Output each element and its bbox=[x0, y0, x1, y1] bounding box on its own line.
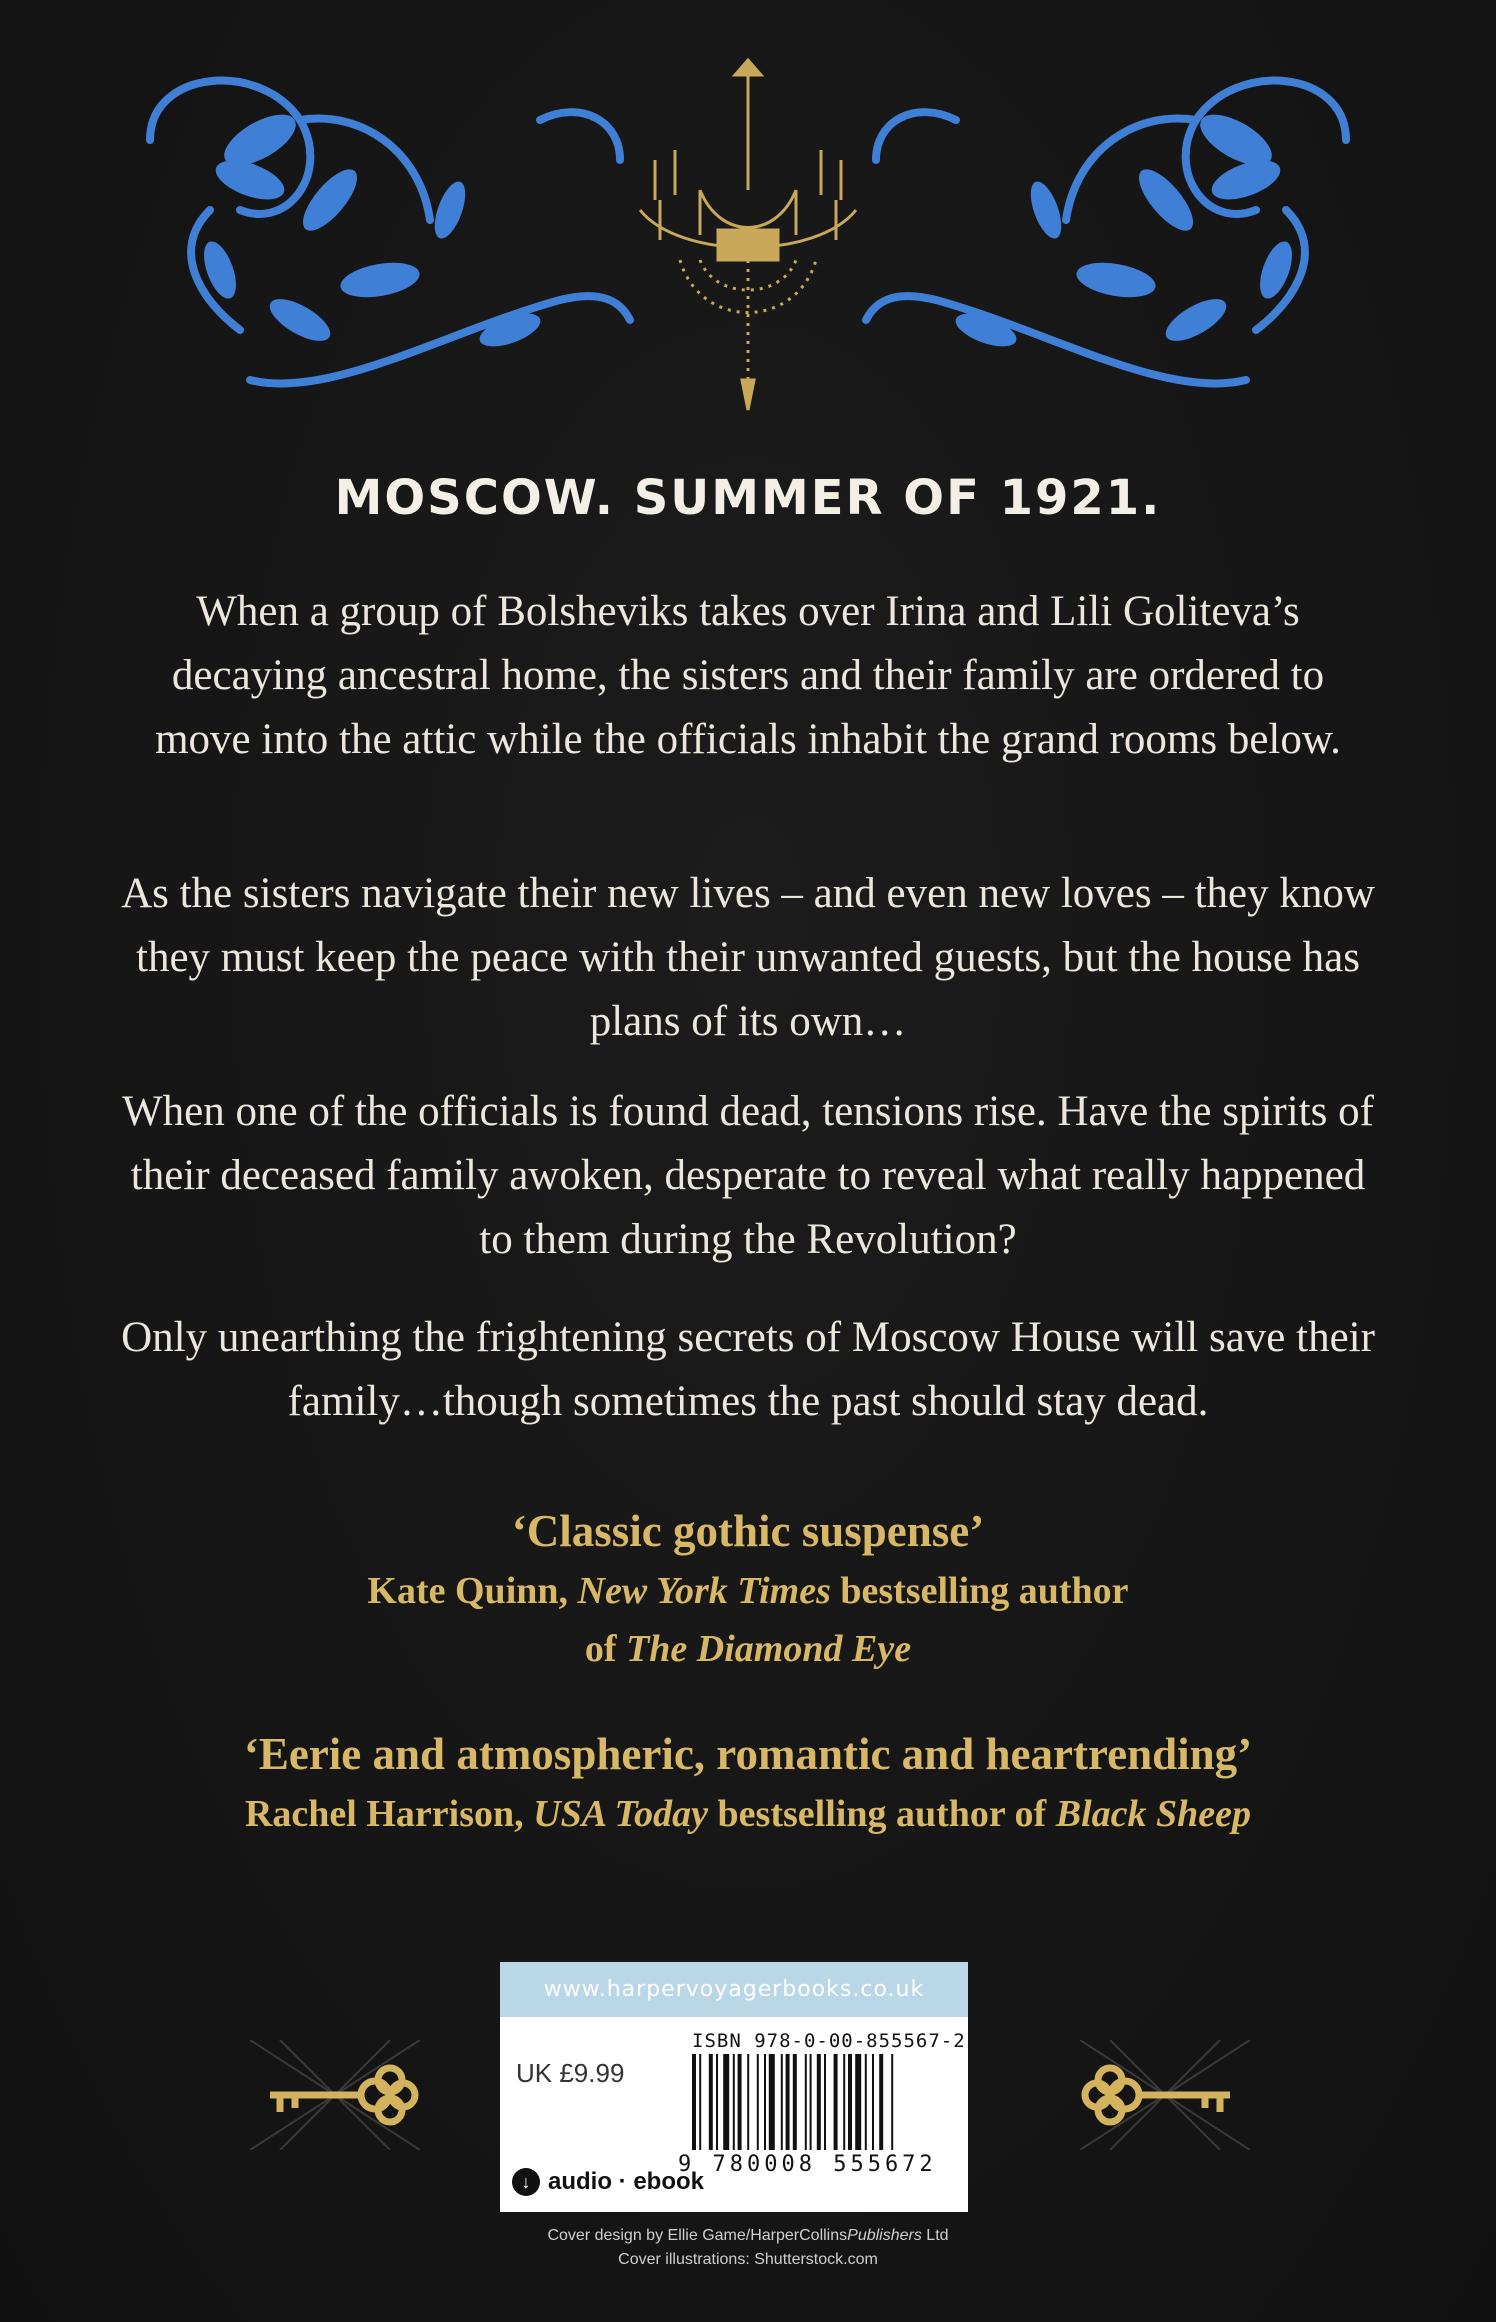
barcode-bar bbox=[709, 2054, 713, 2150]
barcode-bar bbox=[810, 2054, 812, 2150]
formats-label: audio · ebook bbox=[548, 2168, 704, 2195]
quote-publication: USA Today bbox=[533, 1793, 709, 1835]
quote-author: Rachel Harrison, bbox=[244, 1793, 524, 1835]
barcode-bar bbox=[757, 2054, 759, 2150]
quote-author-desc: bestselling author of bbox=[717, 1793, 1047, 1835]
quote-book-title: Black Sheep bbox=[1055, 1793, 1251, 1835]
key-icon bbox=[1070, 2040, 1260, 2150]
barcode-bar bbox=[723, 2054, 729, 2150]
review-quote bbox=[0, 1723, 1496, 1843]
credit-suffix: Ltd bbox=[921, 2227, 949, 2244]
quote-publication: New York Times bbox=[577, 1570, 831, 1612]
barcode-bar bbox=[769, 2054, 775, 2150]
download-icon: ↓ bbox=[512, 2168, 540, 2196]
quote-attribution bbox=[0, 1562, 1496, 1620]
barcode-bar bbox=[716, 2054, 718, 2150]
barcode-bar bbox=[865, 2054, 867, 2150]
barcode-bar bbox=[699, 2054, 701, 2150]
barcode-bar bbox=[855, 2054, 861, 2150]
quote-author: Kate Quinn, bbox=[367, 1570, 569, 1612]
barcode-bar bbox=[764, 2054, 766, 2150]
blurb-paragraph: When a group of Bolsheviks takes over Irina and Lili Goliteva’s decaying ancestral home, the sisters and their family are ordered to move into the attic while the officials inhabit the grand rooms below. bbox=[155, 588, 1341, 763]
barcode-digits: 9 780008 555672 bbox=[678, 2152, 937, 2177]
barcode-bar bbox=[848, 2054, 852, 2150]
quote-author-desc: bestselling author bbox=[840, 1570, 1129, 1612]
quote-attribution-book bbox=[0, 1620, 1496, 1678]
key-icon bbox=[240, 2040, 430, 2150]
blurb-paragraph: As the sisters navigate their new lives – and even new loves – they know they must keep the peace with their unwanted guests, but the house has plans of its own… bbox=[121, 870, 1375, 1045]
cover-illustration-credit: Cover illustrations: Shutterstock.com bbox=[618, 2251, 878, 2268]
flourish-ornament bbox=[0, 0, 1496, 470]
barcode-bar bbox=[733, 2054, 735, 2150]
headline: MOSCOW. SUMMER OF 1921. bbox=[334, 470, 1162, 526]
barcode-bar bbox=[843, 2054, 845, 2150]
isbn-label: ISBN 978-0-00-855567-2 bbox=[692, 2030, 966, 2052]
barcode-bar bbox=[805, 2054, 807, 2150]
blurb-paragraph: Only unearthing the frightening secrets of Moscow House will save their family…though sometimes the past should stay dead. bbox=[121, 1314, 1375, 1425]
barcode-bar bbox=[793, 2054, 797, 2150]
blurb-paragraph: When one of the officials is found dead, tensions rise. Have the spirits of their deceased family awoken, desperate to reveal what really happened to them during the Revolution? bbox=[122, 1088, 1374, 1263]
barcode-panel bbox=[500, 1962, 968, 2212]
quote-text: ‘Classic gothic suspense’ bbox=[511, 1506, 985, 1556]
barcode-bar bbox=[834, 2054, 838, 2150]
publisher-url: www.harpervoyagerbooks.co.uk bbox=[500, 1962, 968, 2017]
review-quote bbox=[0, 1500, 1496, 1678]
barcode-bar bbox=[747, 2054, 749, 2150]
formats-available bbox=[512, 2168, 704, 2196]
barcode-bar bbox=[817, 2054, 821, 2150]
cover-design-credit bbox=[0, 2227, 1496, 2245]
barcode-bar bbox=[824, 2054, 826, 2150]
quote-text: ‘Eerie and atmospheric, romantic and heartrending’ bbox=[243, 1729, 1253, 1779]
price-label: UK £9.99 bbox=[516, 2058, 625, 2088]
chandelier-icon bbox=[640, 60, 856, 410]
credit-publisher-italic: Publishers bbox=[847, 2227, 922, 2244]
barcode-icon bbox=[690, 2054, 952, 2150]
barcode-bar bbox=[786, 2054, 790, 2150]
barcode-bar bbox=[891, 2054, 893, 2150]
barcode-bar bbox=[872, 2054, 874, 2150]
quote-attribution bbox=[0, 1785, 1496, 1843]
credit-text: Cover design by Ellie Game/HarperCollins bbox=[547, 2227, 848, 2244]
quote-of: of bbox=[584, 1628, 617, 1670]
left-flourish-icon bbox=[150, 81, 630, 384]
barcode-bar bbox=[781, 2054, 783, 2150]
quote-book-title: The Diamond Eye bbox=[626, 1628, 912, 1670]
barcode-bar bbox=[692, 2054, 696, 2150]
barcode-bar bbox=[738, 2054, 742, 2150]
barcode-bar bbox=[879, 2054, 883, 2150]
